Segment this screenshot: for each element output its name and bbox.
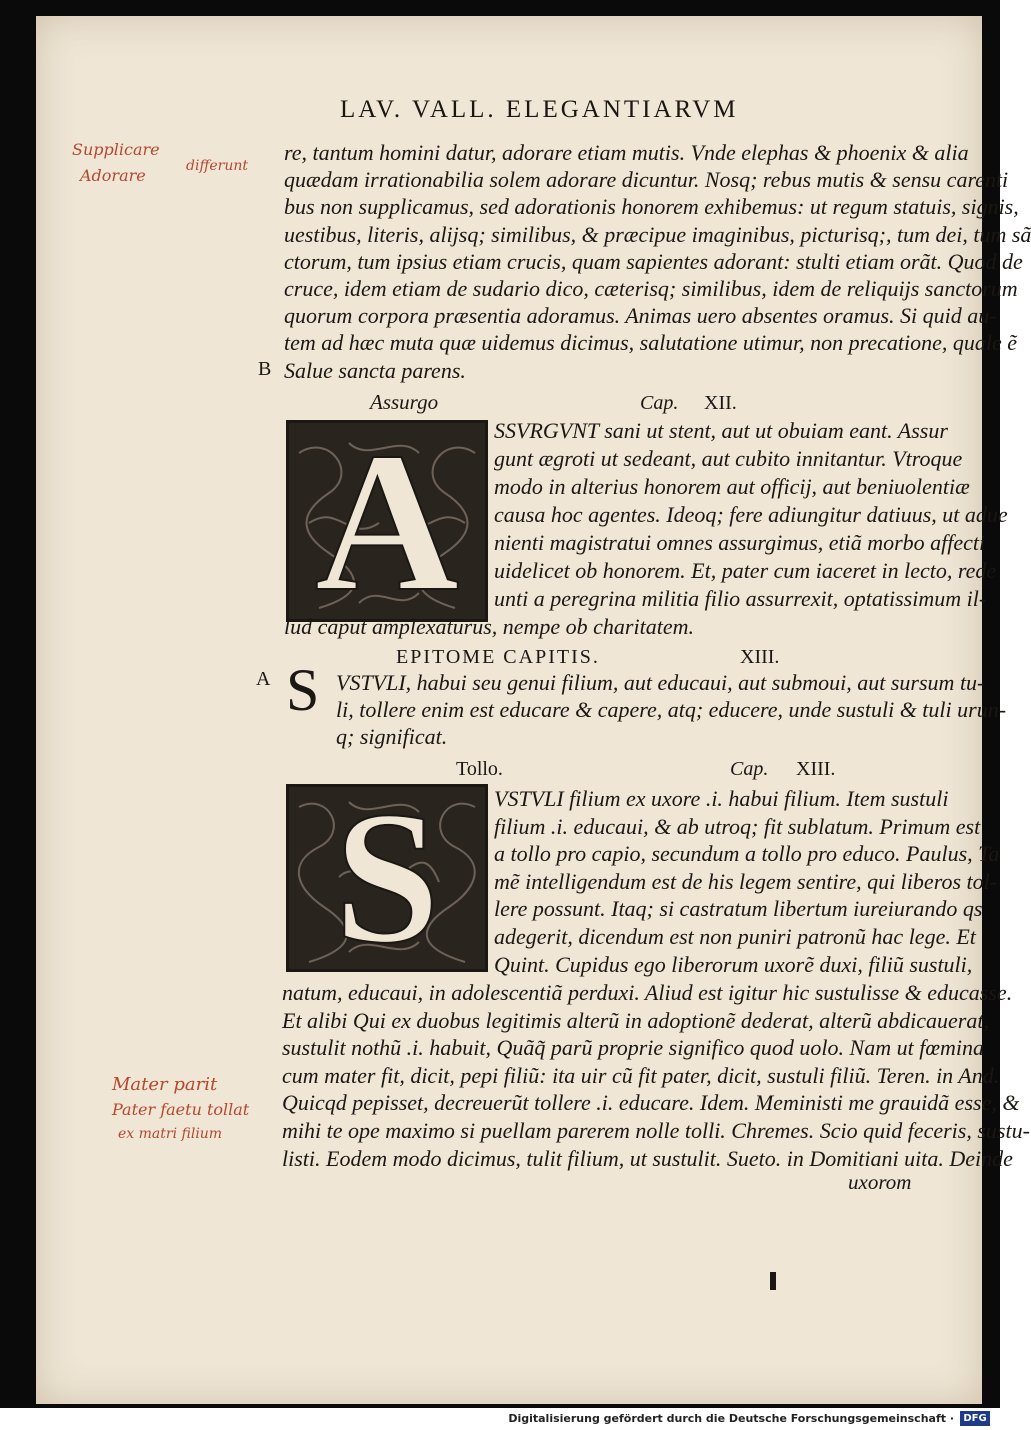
epitome-line: li, tollere enim est educare & capere, atq; educere, unde sustuli & tuli urun-: [336, 697, 1007, 722]
catchword: uxorom: [848, 1170, 912, 1194]
chapter-12-line: modo in alterius honorem aut officij, aut beniuolentiæ: [494, 474, 970, 499]
cap-label-13: Cap.: [730, 758, 769, 780]
margin-note-differunt: differunt: [186, 158, 248, 174]
epitome-title: EPITOME CAPITIS.: [396, 646, 600, 668]
margin-note-mater-parit: Mater parit: [112, 1074, 218, 1095]
epitome-number: XIII.: [740, 646, 780, 668]
epitome-line: q; significat.: [336, 724, 448, 749]
chapter-12-line: gunt ægroti ut sedeant, aut cubito innitantur. Vtroque: [494, 446, 963, 471]
paragraph-adorare-line: bus non supplicamus, sed adorationis honorem exhibemus: ut regum statuis, signis,: [284, 194, 1019, 220]
chapter-13-line: cum mater fit, dicit, pepi filiũ: ita uir cũ fit pater, dicit, sustuli filiũ. Teren. in And.: [282, 1062, 1000, 1088]
margin-note-supplicare: Supplicare: [72, 140, 160, 159]
chapter-13-line: mihi te ope maximo si puellam parerem nolle tolli. Chremes. Scio quid feceris, sustu-: [282, 1118, 1030, 1143]
paragraph-adorare-line: re, tantum homini datur, adorare etiam mutis. Vnde elephas & phoenix & alia: [284, 140, 969, 165]
chapter-13-line: a tollo pro capio, secundum a tollo pro educo. Paulus, Ta: [494, 841, 1000, 867]
chapter-13-line: sustulit nothũ .i. habuit, Quãq̃ parũ proprie significo quod uolo. Nam ut fœmina: [282, 1035, 985, 1061]
signature-mark: [770, 1272, 776, 1290]
chapter-12-line: SSVRGVNT sani ut stent, aut ut obuiam eant. Assur: [494, 418, 948, 443]
dfg-logo: DFG: [960, 1411, 990, 1426]
chapter-12-line: nienti magistratui omnes assurgimus, etiã morbo affecti: [494, 530, 986, 555]
chapter-13-line: filium .i. educaui, & ab utroq; fit sublatum. Primum est: [494, 813, 981, 839]
margin-note-ex-matri: ex matri filium: [118, 1126, 223, 1142]
chapter-12-line: uidelicet ob honorem. Et, pater cum iaceret in lecto, rede: [494, 558, 997, 583]
footer-credit: Digitalisierung gefördert durch die Deutsche Forschungsgemeinschaft ·: [508, 1412, 954, 1425]
section-marker-a: A: [256, 668, 271, 690]
chapter-13-line: mẽ intelligendum est de his legem sentire, qui liberos tol-: [494, 868, 998, 894]
chapter-13-line: natum, educaui, in adolescentiã perduxi. Aliud est igitur hic sustulisse & educasse.: [282, 980, 1013, 1005]
chapter-13-line: Quint. Cupidus ego liberorum uxorẽ duxi, filiũ sustuli,: [494, 951, 973, 977]
keyword-assurgo: Assurgo: [370, 390, 439, 414]
paragraph-adorare-line: ctorum, tum ipsius etiam crucis, quam sapientes adorant: stulti etiam orãt. Quod de: [284, 248, 1023, 274]
decorated-initial-s: [286, 773, 488, 983]
chapter-13-line: listi. Eodem modo dicimus, tulit filium, ut sustulit. Sueto. in Domitiani uita. Deinde: [282, 1145, 1013, 1171]
cap-number-12: XII.: [704, 392, 737, 414]
chapter-13-line: adegerit, dicendum est non puniri patronũ hac lege. Et: [494, 924, 976, 949]
paragraph-adorare-line: uestibus, literis, alijsq; similibus, & præcipue imaginibus, picturisq;, tum dei, tum sã: [284, 221, 1031, 247]
initial-letter-a: A: [314, 412, 460, 633]
chapter-12-line: unti a peregrina militia filio assurrexit, optatissimum il-: [494, 586, 987, 611]
chapter-13-line: Quicqd pepisset, decreuerũt tollere .i. educare. Idem. Meministi me grauidã esse, &: [282, 1090, 1020, 1116]
margin-note-adorare: Adorare: [80, 166, 146, 185]
cap-label-12: Cap.: [640, 392, 679, 414]
epitome-initial-s: S: [286, 657, 320, 723]
initial-letter-s: S: [334, 773, 440, 983]
paragraph-adorare-line: quædam irrationabilia solem adorare dicuntur. Nosq; rebus mutis & sensu carenti: [284, 167, 1009, 193]
chapter-13-line: VSTVLI filium ex uxore .i. habui filium. Item sustuli: [494, 786, 949, 811]
running-header: LAV. VALL. ELEGANTIARVM: [340, 96, 739, 123]
epitome-line: VSTVLI, habui seu genui filium, aut educaui, aut submoui, aut sursum tu-: [336, 670, 985, 695]
chapter-13-line: lere possunt. Itaq; si castratum libertum iureiurando qs: [494, 896, 983, 922]
paragraph-adorare-line: tem ad hæc muta quæ uidemus dicimus, salutatione utimur, non precatione, quale ẽ: [284, 330, 1018, 356]
decorated-initial-a: [286, 412, 488, 633]
paragraph-adorare-line: quorum corpora præsentia adoramus. Animas uero absentes oramus. Si quid au-: [284, 303, 997, 329]
margin-note-pater: Pater faetu tollat: [112, 1100, 250, 1119]
keyword-tollo: Tollo.: [456, 758, 503, 780]
section-marker-b: B: [258, 358, 272, 380]
chapter-12-line: lud caput amplexaturus, nempe ob charitatem.: [284, 614, 694, 639]
paragraph-adorare-line: cruce, idem etiam de sudario dico, cæterisq; similibus, idem de reliquijs sanctorum: [284, 276, 1018, 301]
chapter-12-line: causa hoc agentes. Ideoq; fere adiungitur datiuus, ut adue: [494, 502, 1008, 527]
chapter-13-line: Et alibi Qui ex duobus legitimis alterũ in adoptionẽ dederat, alterũ abdicauerat,: [282, 1007, 989, 1033]
cap-number-13: XIII.: [796, 758, 836, 780]
paragraph-adorare-line: Salue sancta parens.: [284, 357, 466, 383]
